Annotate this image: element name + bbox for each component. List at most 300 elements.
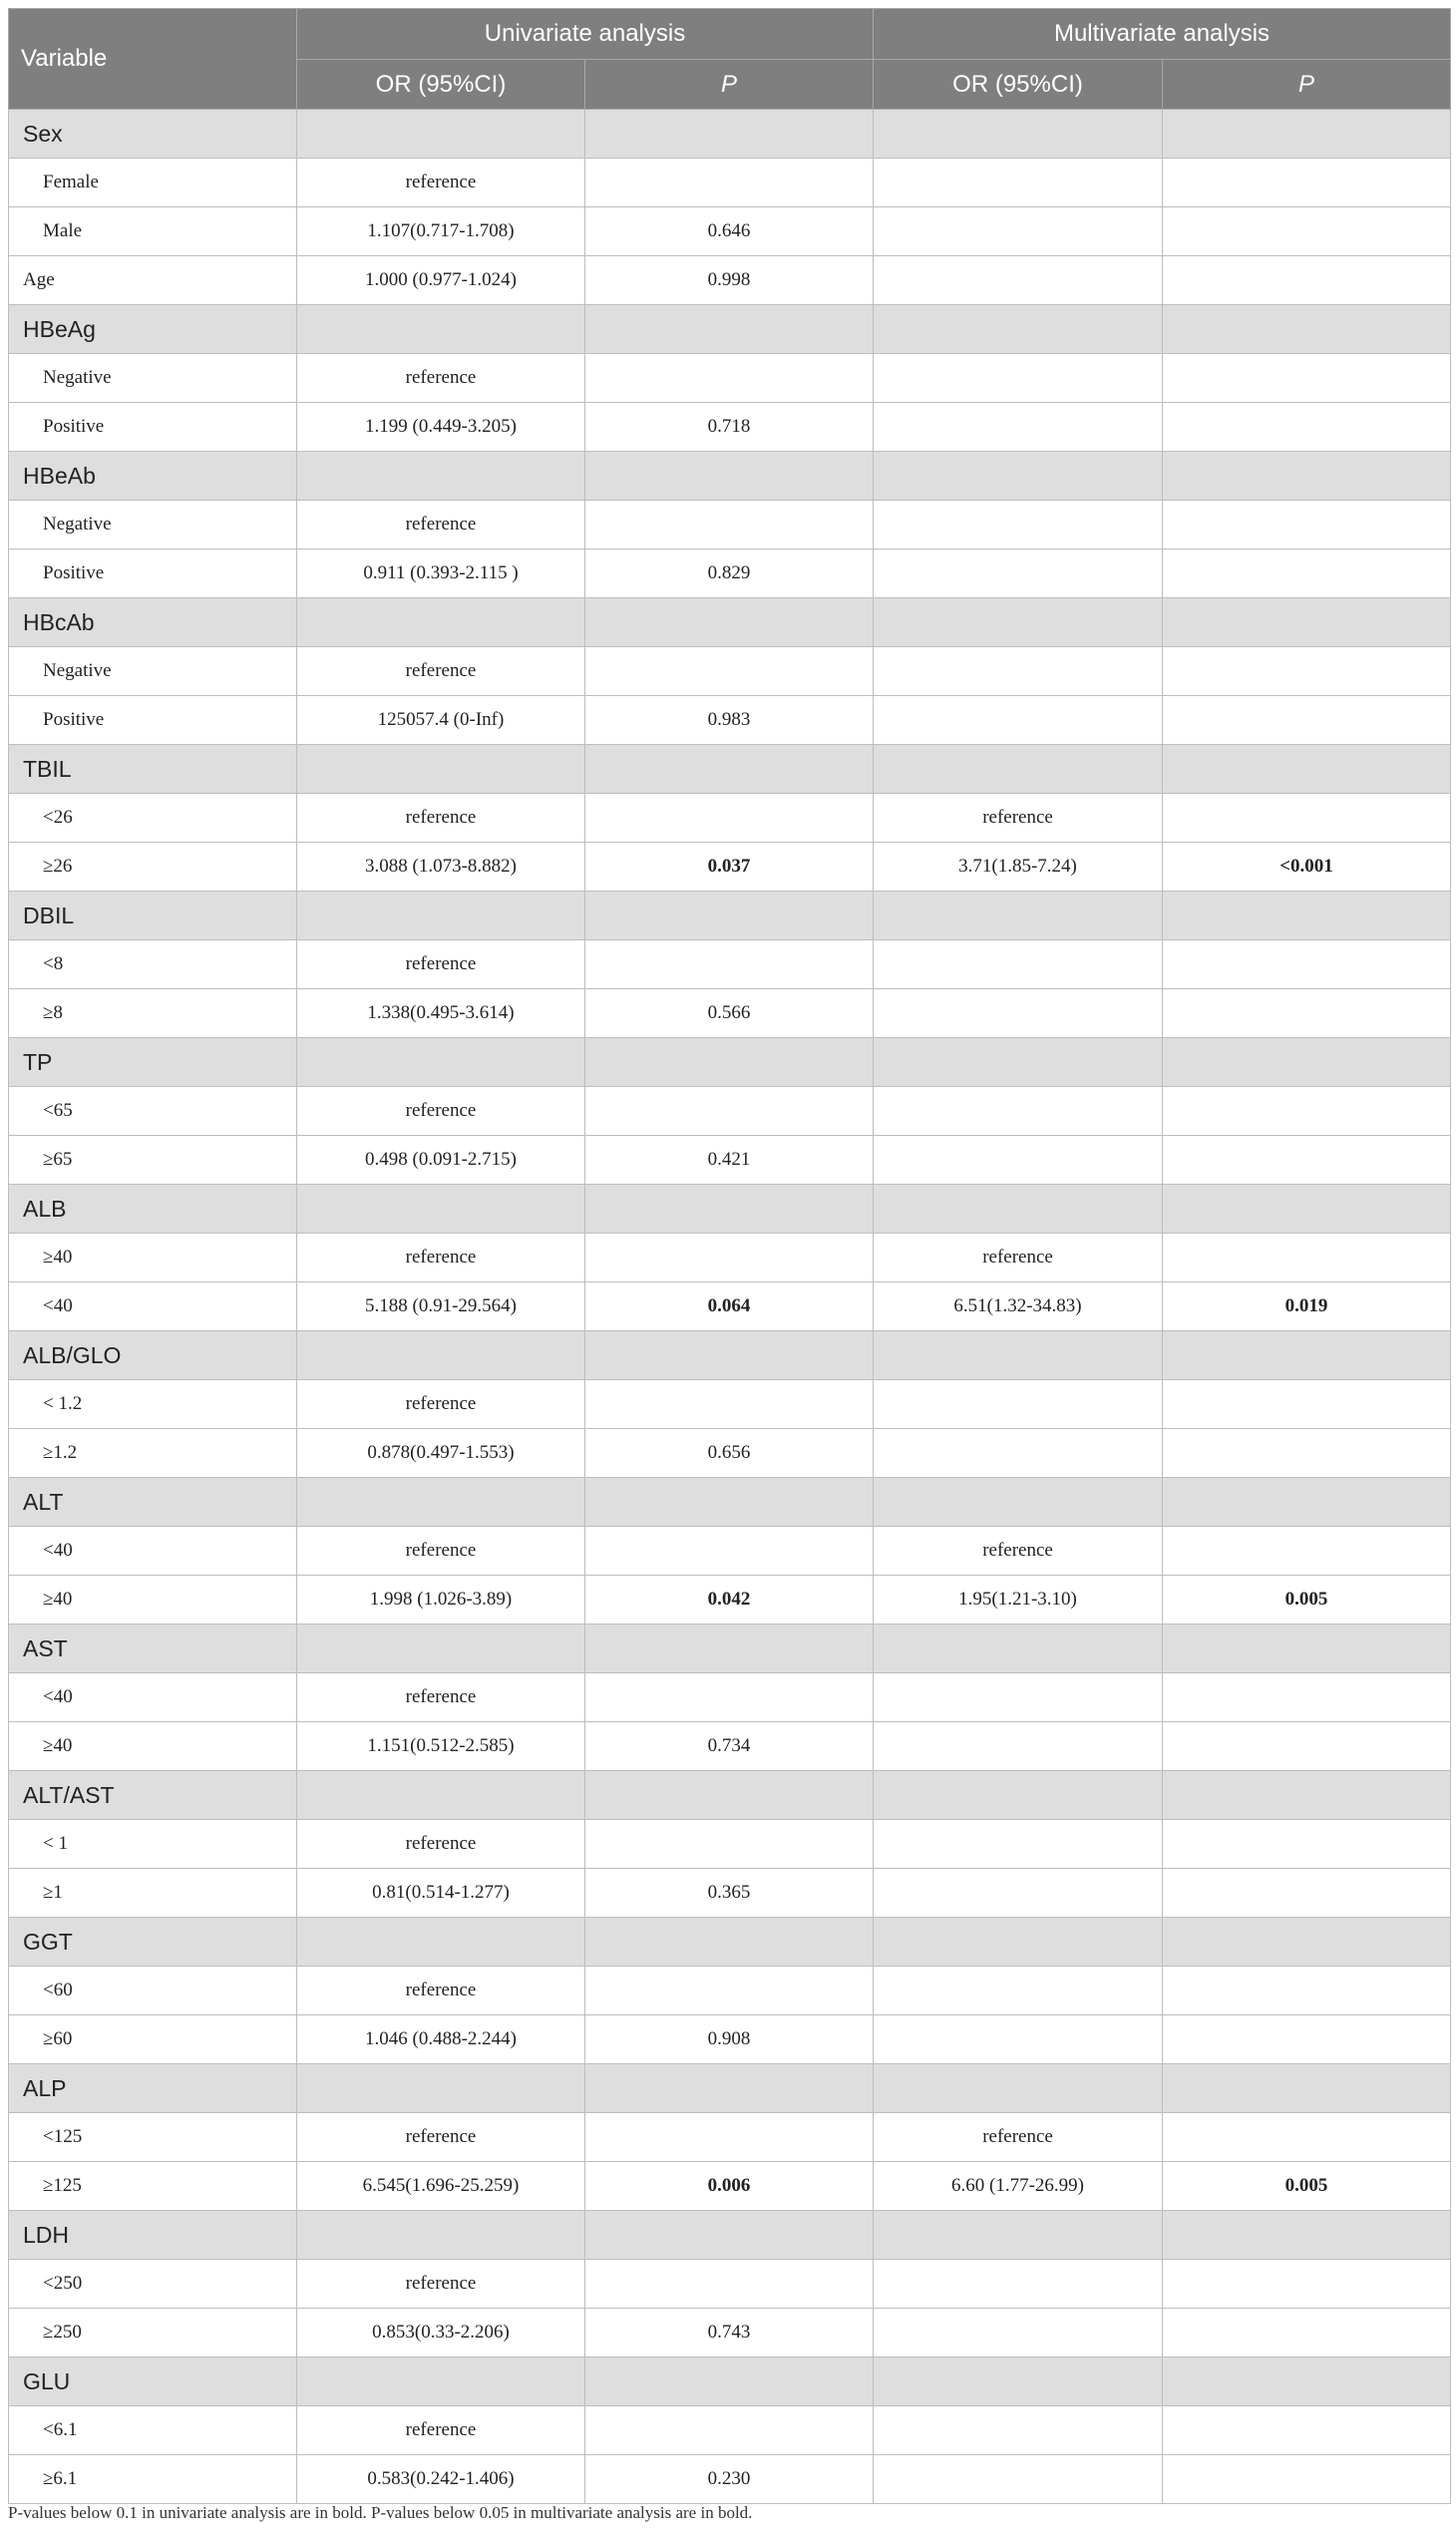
multivariate-p-cell — [1163, 159, 1451, 207]
multivariate-p-cell — [1163, 1136, 1451, 1185]
multivariate-or-cell — [874, 549, 1163, 598]
univariate-or-cell: 0.853(0.33-2.206) — [297, 2309, 585, 2357]
multivariate-or-cell — [874, 696, 1163, 745]
multivariate-or-cell: reference — [874, 794, 1163, 843]
row-label: ≥1 — [9, 1869, 297, 1918]
multivariate-p-cell — [1163, 501, 1451, 549]
group-empty-cell — [297, 892, 585, 940]
multivariate-header: Multivariate analysis — [874, 9, 1451, 60]
univariate-p-cell: 0.421 — [585, 1136, 874, 1185]
group-empty-cell — [585, 892, 874, 940]
univariate-or-cell: 0.878(0.497-1.553) — [297, 1429, 585, 1478]
group-empty-cell — [585, 1771, 874, 1820]
multivariate-p-cell: 0.005 — [1163, 2162, 1451, 2211]
row-label: ≥40 — [9, 1722, 297, 1771]
univariate-p-cell: 0.998 — [585, 256, 874, 305]
group-empty-cell — [297, 1038, 585, 1087]
table-row — [9, 403, 1451, 452]
multivariate-or-cell — [874, 1136, 1163, 1185]
row-label: Negative — [9, 354, 297, 403]
row-label: ≥40 — [9, 1576, 297, 1625]
multivariate-or-cell — [874, 1820, 1163, 1869]
multivariate-or-cell — [874, 2309, 1163, 2357]
group-empty-cell — [297, 2211, 585, 2260]
group-empty-cell — [874, 2211, 1163, 2260]
table-row — [9, 2406, 1451, 2455]
multivariate-p-cell — [1163, 940, 1451, 989]
group-row — [9, 2357, 1451, 2406]
univariate-p-cell: 0.365 — [585, 1869, 874, 1918]
univariate-p-cell: 0.908 — [585, 2015, 874, 2064]
group-row — [9, 1478, 1451, 1527]
group-empty-cell — [1163, 2064, 1451, 2113]
row-label: <26 — [9, 794, 297, 843]
group-row — [9, 305, 1451, 354]
univariate-or-cell: reference — [297, 2260, 585, 2309]
univariate-p-cell — [585, 501, 874, 549]
multivariate-p-cell — [1163, 2309, 1451, 2357]
group-empty-cell — [1163, 2357, 1451, 2406]
univariate-p-cell — [585, 2113, 874, 2162]
multivariate-or-cell — [874, 256, 1163, 305]
multivariate-p-cell — [1163, 403, 1451, 452]
univariate-p-cell — [585, 1234, 874, 1282]
univariate-or-header: OR (95%CI) — [297, 60, 585, 110]
univariate-p-cell: 0.042 — [585, 1576, 874, 1625]
row-label: < 1 — [9, 1820, 297, 1869]
group-empty-cell — [585, 2357, 874, 2406]
multivariate-or-cell — [874, 1673, 1163, 1722]
group-empty-cell — [297, 1771, 585, 1820]
table-row — [9, 1087, 1451, 1136]
univariate-p-cell — [585, 159, 874, 207]
variable-header: Variable — [9, 9, 297, 110]
univariate-p-cell — [585, 2260, 874, 2309]
univariate-p-cell: 0.230 — [585, 2455, 874, 2504]
univariate-or-cell: reference — [297, 1673, 585, 1722]
multivariate-p-cell: 0.019 — [1163, 1282, 1451, 1331]
multivariate-p-cell — [1163, 1722, 1451, 1771]
univariate-p-cell — [585, 1967, 874, 2015]
univariate-p-cell — [585, 1527, 874, 1576]
univariate-p-cell: 0.983 — [585, 696, 874, 745]
multivariate-p-cell: <0.001 — [1163, 843, 1451, 892]
univariate-p-header: P — [585, 60, 874, 110]
group-empty-cell — [297, 598, 585, 647]
univariate-p-cell: 0.064 — [585, 1282, 874, 1331]
row-label: Negative — [9, 647, 297, 696]
table-row — [9, 843, 1451, 892]
group-row — [9, 2211, 1451, 2260]
row-label: <6.1 — [9, 2406, 297, 2455]
table-row — [9, 1136, 1451, 1185]
row-label: Age — [9, 256, 297, 305]
multivariate-p-cell — [1163, 2455, 1451, 2504]
table-footnote: P-values below 0.1 in univariate analysis are in bold. P-values below 0.05 in multivariate analysis are in bold. — [8, 2503, 753, 2522]
group-empty-cell — [1163, 110, 1451, 159]
table-row — [9, 1527, 1451, 1576]
group-empty-cell — [874, 598, 1163, 647]
group-label: TBIL — [9, 745, 297, 794]
multivariate-or-header: OR (95%CI) — [874, 60, 1163, 110]
group-label: ALB — [9, 1185, 297, 1234]
multivariate-or-cell: 6.60 (1.77-26.99) — [874, 2162, 1163, 2211]
multivariate-or-cell — [874, 159, 1163, 207]
group-empty-cell — [585, 2211, 874, 2260]
group-row — [9, 2064, 1451, 2113]
univariate-or-cell: reference — [297, 940, 585, 989]
table-header — [9, 9, 1451, 110]
multivariate-or-cell — [874, 2260, 1163, 2309]
table-body — [9, 110, 1451, 2504]
multivariate-p-cell — [1163, 354, 1451, 403]
univariate-p-cell — [585, 1673, 874, 1722]
multivariate-p-cell — [1163, 2113, 1451, 2162]
group-empty-cell — [874, 452, 1163, 501]
table-row — [9, 696, 1451, 745]
table-row — [9, 1282, 1451, 1331]
group-empty-cell — [1163, 892, 1451, 940]
multivariate-or-cell — [874, 1380, 1163, 1429]
univariate-p-cell: 0.646 — [585, 207, 874, 256]
univariate-or-cell: 1.151(0.512-2.585) — [297, 1722, 585, 1771]
group-empty-cell — [874, 1038, 1163, 1087]
table-row — [9, 647, 1451, 696]
group-empty-cell — [585, 745, 874, 794]
table-row — [9, 354, 1451, 403]
table-row — [9, 1967, 1451, 2015]
multivariate-p-cell — [1163, 1967, 1451, 2015]
group-empty-cell — [874, 110, 1163, 159]
multivariate-or-cell — [874, 1087, 1163, 1136]
univariate-or-cell: 0.81(0.514-1.277) — [297, 1869, 585, 1918]
row-label: ≥1.2 — [9, 1429, 297, 1478]
row-label: ≥26 — [9, 843, 297, 892]
univariate-p-cell: 0.656 — [585, 1429, 874, 1478]
group-label: ALP — [9, 2064, 297, 2113]
group-empty-cell — [585, 1331, 874, 1380]
univariate-p-cell: 0.566 — [585, 989, 874, 1038]
univariate-p-cell — [585, 1087, 874, 1136]
univariate-p-cell — [585, 794, 874, 843]
group-label: LDH — [9, 2211, 297, 2260]
group-label: ALB/GLO — [9, 1331, 297, 1380]
group-empty-cell — [874, 2064, 1163, 2113]
multivariate-or-cell — [874, 501, 1163, 549]
row-label: <8 — [9, 940, 297, 989]
group-empty-cell — [585, 1038, 874, 1087]
multivariate-or-cell: 1.95(1.21-3.10) — [874, 1576, 1163, 1625]
multivariate-p-cell — [1163, 2015, 1451, 2064]
group-empty-cell — [1163, 1771, 1451, 1820]
group-empty-cell — [297, 1625, 585, 1673]
group-empty-cell — [874, 745, 1163, 794]
univariate-p-cell — [585, 354, 874, 403]
univariate-p-cell — [585, 1820, 874, 1869]
group-empty-cell — [874, 1625, 1163, 1673]
univariate-or-cell: 125057.4 (0-Inf) — [297, 696, 585, 745]
group-row — [9, 1625, 1451, 1673]
univariate-p-cell — [585, 647, 874, 696]
multivariate-p-cell — [1163, 207, 1451, 256]
group-empty-cell — [874, 1918, 1163, 1967]
univariate-or-cell: reference — [297, 1967, 585, 2015]
group-empty-cell — [585, 1185, 874, 1234]
group-empty-cell — [1163, 1625, 1451, 1673]
group-label: HBeAg — [9, 305, 297, 354]
multivariate-or-cell — [874, 354, 1163, 403]
row-label: Positive — [9, 549, 297, 598]
multivariate-p-cell — [1163, 2260, 1451, 2309]
multivariate-or-cell: reference — [874, 1234, 1163, 1282]
row-label: ≥6.1 — [9, 2455, 297, 2504]
group-empty-cell — [297, 1478, 585, 1527]
table-row — [9, 940, 1451, 989]
univariate-or-cell: 0.498 (0.091-2.715) — [297, 1136, 585, 1185]
table-row — [9, 2309, 1451, 2357]
group-empty-cell — [1163, 452, 1451, 501]
univariate-or-cell: reference — [297, 159, 585, 207]
multivariate-p-cell — [1163, 1527, 1451, 1576]
univariate-or-cell: reference — [297, 1234, 585, 1282]
table-row — [9, 2113, 1451, 2162]
row-label: ≥40 — [9, 1234, 297, 1282]
group-empty-cell — [585, 452, 874, 501]
univariate-or-cell: 1.998 (1.026-3.89) — [297, 1576, 585, 1625]
group-empty-cell — [585, 1478, 874, 1527]
multivariate-or-cell — [874, 2406, 1163, 2455]
group-empty-cell — [874, 1771, 1163, 1820]
univariate-or-cell: 1.000 (0.977-1.024) — [297, 256, 585, 305]
univariate-or-cell: reference — [297, 2113, 585, 2162]
table-row — [9, 159, 1451, 207]
group-label: AST — [9, 1625, 297, 1673]
group-empty-cell — [874, 2357, 1163, 2406]
univariate-p-cell: 0.829 — [585, 549, 874, 598]
univariate-p-cell — [585, 940, 874, 989]
group-empty-cell — [297, 305, 585, 354]
multivariate-or-cell — [874, 2455, 1163, 2504]
multivariate-or-cell: reference — [874, 2113, 1163, 2162]
table-row — [9, 1722, 1451, 1771]
group-empty-cell — [585, 2064, 874, 2113]
group-row — [9, 1185, 1451, 1234]
univariate-or-cell: 1.107(0.717-1.708) — [297, 207, 585, 256]
row-label: ≥125 — [9, 2162, 297, 2211]
group-empty-cell — [297, 1331, 585, 1380]
group-empty-cell — [585, 598, 874, 647]
table-row — [9, 794, 1451, 843]
group-empty-cell — [1163, 305, 1451, 354]
univariate-or-cell: reference — [297, 1820, 585, 1869]
multivariate-p-cell — [1163, 256, 1451, 305]
multivariate-p-cell — [1163, 1234, 1451, 1282]
group-label: TP — [9, 1038, 297, 1087]
group-empty-cell — [1163, 598, 1451, 647]
multivariate-p-cell — [1163, 989, 1451, 1038]
group-row — [9, 110, 1451, 159]
multivariate-or-cell — [874, 207, 1163, 256]
table-row — [9, 1869, 1451, 1918]
group-empty-cell — [297, 110, 585, 159]
row-label: ≥65 — [9, 1136, 297, 1185]
row-label: Positive — [9, 696, 297, 745]
group-row — [9, 598, 1451, 647]
multivariate-or-cell — [874, 989, 1163, 1038]
multivariate-p-cell — [1163, 1820, 1451, 1869]
multivariate-or-cell — [874, 940, 1163, 989]
multivariate-or-cell — [874, 1429, 1163, 1478]
group-empty-cell — [297, 2357, 585, 2406]
table-row — [9, 1820, 1451, 1869]
table-row — [9, 2455, 1451, 2504]
multivariate-p-cell — [1163, 1869, 1451, 1918]
multivariate-or-cell — [874, 1967, 1163, 2015]
group-label: GLU — [9, 2357, 297, 2406]
row-label: ≥60 — [9, 2015, 297, 2064]
table-row — [9, 1380, 1451, 1429]
multivariate-or-cell — [874, 2015, 1163, 2064]
table-row — [9, 2260, 1451, 2309]
group-label: ALT/AST — [9, 1771, 297, 1820]
group-label: HBcAb — [9, 598, 297, 647]
group-row — [9, 892, 1451, 940]
group-row — [9, 1771, 1451, 1820]
multivariate-p-cell — [1163, 647, 1451, 696]
group-empty-cell — [1163, 1478, 1451, 1527]
univariate-or-cell: 0.583(0.242-1.406) — [297, 2455, 585, 2504]
row-label: <65 — [9, 1087, 297, 1136]
group-row — [9, 1331, 1451, 1380]
group-empty-cell — [1163, 2211, 1451, 2260]
group-empty-cell — [1163, 745, 1451, 794]
multivariate-or-cell — [874, 403, 1163, 452]
row-label: Positive — [9, 403, 297, 452]
multivariate-or-cell: reference — [874, 1527, 1163, 1576]
univariate-or-cell: reference — [297, 647, 585, 696]
univariate-or-cell: reference — [297, 2406, 585, 2455]
group-empty-cell — [874, 892, 1163, 940]
group-empty-cell — [874, 1185, 1163, 1234]
group-empty-cell — [297, 1918, 585, 1967]
row-label: Negative — [9, 501, 297, 549]
row-label: < 1.2 — [9, 1380, 297, 1429]
table-row — [9, 549, 1451, 598]
table-row — [9, 207, 1451, 256]
multivariate-p-cell — [1163, 1673, 1451, 1722]
table-row — [9, 1429, 1451, 1478]
multivariate-p-cell — [1163, 794, 1451, 843]
univariate-p-cell: 0.743 — [585, 2309, 874, 2357]
multivariate-or-cell: 6.51(1.32-34.83) — [874, 1282, 1163, 1331]
multivariate-p-cell — [1163, 1087, 1451, 1136]
univariate-or-cell: reference — [297, 1087, 585, 1136]
row-label: Male — [9, 207, 297, 256]
univariate-or-cell: 6.545(1.696-25.259) — [297, 2162, 585, 2211]
group-empty-cell — [585, 110, 874, 159]
multivariate-or-cell: 3.71(1.85-7.24) — [874, 843, 1163, 892]
table-row — [9, 2162, 1451, 2211]
row-label: <40 — [9, 1673, 297, 1722]
group-empty-cell — [1163, 1918, 1451, 1967]
univariate-header: Univariate analysis — [297, 9, 874, 60]
univariate-or-cell: 1.199 (0.449-3.205) — [297, 403, 585, 452]
univariate-or-cell: reference — [297, 1527, 585, 1576]
group-empty-cell — [585, 1918, 874, 1967]
group-row — [9, 745, 1451, 794]
table-row — [9, 501, 1451, 549]
univariate-or-cell: reference — [297, 1380, 585, 1429]
group-empty-cell — [297, 2064, 585, 2113]
multivariate-p-cell — [1163, 1380, 1451, 1429]
row-label: <125 — [9, 2113, 297, 2162]
row-label: ≥8 — [9, 989, 297, 1038]
group-empty-cell — [297, 452, 585, 501]
table-row — [9, 2015, 1451, 2064]
row-label: <250 — [9, 2260, 297, 2309]
multivariate-p-cell: 0.005 — [1163, 1576, 1451, 1625]
group-label: DBIL — [9, 892, 297, 940]
multivariate-p-cell — [1163, 549, 1451, 598]
group-label: Sex — [9, 110, 297, 159]
table-row — [9, 989, 1451, 1038]
group-label: GGT — [9, 1918, 297, 1967]
group-row — [9, 452, 1451, 501]
group-empty-cell — [874, 1478, 1163, 1527]
group-empty-cell — [874, 1331, 1163, 1380]
univariate-p-cell — [585, 2406, 874, 2455]
univariate-p-cell: 0.006 — [585, 2162, 874, 2211]
multivariate-or-cell — [874, 1869, 1163, 1918]
univariate-or-cell: 0.911 (0.393-2.115 ) — [297, 549, 585, 598]
group-empty-cell — [585, 1625, 874, 1673]
multivariate-p-cell — [1163, 1429, 1451, 1478]
multivariate-or-cell — [874, 647, 1163, 696]
univariate-p-cell: 0.037 — [585, 843, 874, 892]
univariate-p-cell: 0.734 — [585, 1722, 874, 1771]
multivariate-p-cell — [1163, 2406, 1451, 2455]
group-label: ALT — [9, 1478, 297, 1527]
group-empty-cell — [585, 305, 874, 354]
group-label: HBeAb — [9, 452, 297, 501]
univariate-or-cell: 5.188 (0.91-29.564) — [297, 1282, 585, 1331]
table-row — [9, 1234, 1451, 1282]
univariate-or-cell: 1.046 (0.488-2.244) — [297, 2015, 585, 2064]
group-row — [9, 1038, 1451, 1087]
results-table — [8, 8, 1451, 2504]
group-empty-cell — [874, 305, 1163, 354]
row-label: Female — [9, 159, 297, 207]
group-empty-cell — [1163, 1331, 1451, 1380]
row-label: ≥250 — [9, 2309, 297, 2357]
multivariate-p-header: P — [1163, 60, 1451, 110]
row-label: <60 — [9, 1967, 297, 2015]
row-label: <40 — [9, 1527, 297, 1576]
univariate-or-cell: 1.338(0.495-3.614) — [297, 989, 585, 1038]
group-empty-cell — [1163, 1038, 1451, 1087]
univariate-or-cell: 3.088 (1.073-8.882) — [297, 843, 585, 892]
univariate-or-cell: reference — [297, 794, 585, 843]
univariate-p-cell: 0.718 — [585, 403, 874, 452]
group-empty-cell — [297, 745, 585, 794]
univariate-or-cell: reference — [297, 354, 585, 403]
group-row — [9, 1918, 1451, 1967]
table-row — [9, 1576, 1451, 1625]
univariate-p-cell — [585, 1380, 874, 1429]
multivariate-p-cell — [1163, 696, 1451, 745]
table-row — [9, 1673, 1451, 1722]
univariate-or-cell: reference — [297, 501, 585, 549]
